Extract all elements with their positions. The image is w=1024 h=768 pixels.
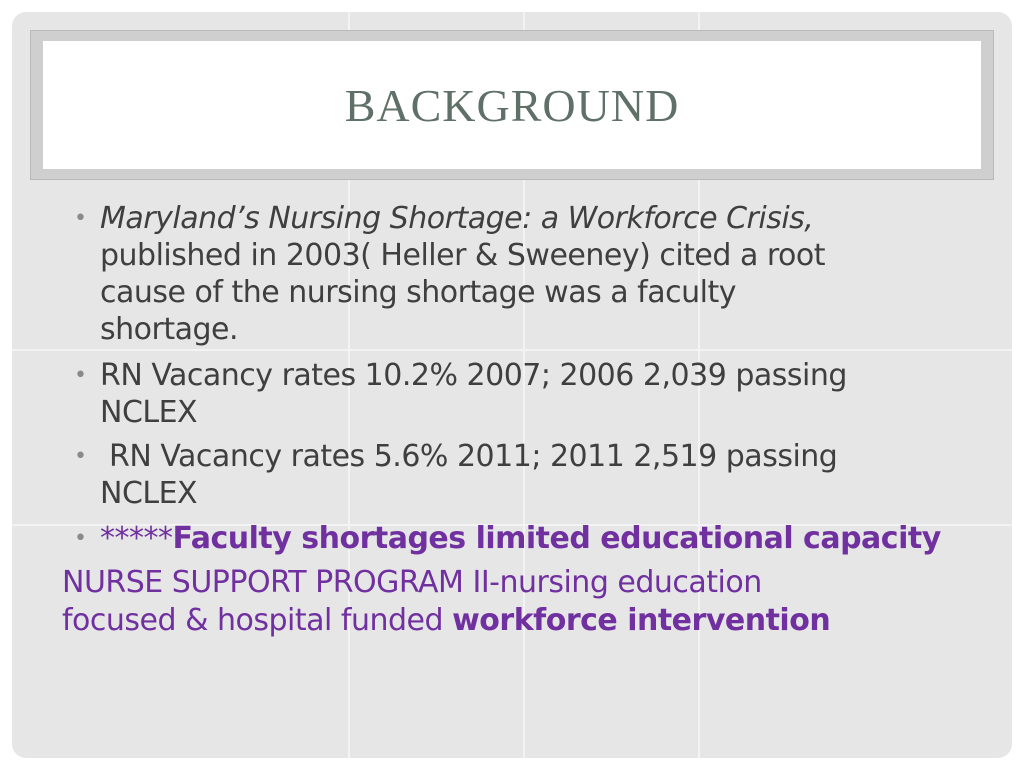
bullet-text-line: NCLEX: [100, 476, 198, 511]
bullet-text-line: published in 2003( Heller & Sweeney) cited a root: [100, 238, 826, 273]
bullet-item: [74, 520, 980, 557]
faculty-shortage-text: Faculty shortages limited educational capacity: [172, 521, 941, 556]
bullet-dot-icon: •: [74, 444, 87, 469]
stars-text: *****: [100, 521, 173, 556]
bullet-text-line: RN Vacancy rates 5.6% 2011; 2011 2,519 passing: [100, 439, 838, 474]
bullet-text-line: shortage.: [100, 312, 239, 347]
nsp-line: [62, 602, 982, 640]
slide-title: BACKGROUND: [344, 79, 680, 131]
bullet-item: [74, 438, 980, 512]
nsp-bold-text: workforce intervention: [452, 603, 831, 638]
slide: [12, 12, 1012, 758]
bullet-item: [74, 357, 980, 431]
content-body: [12, 12, 1012, 758]
report-title: Maryland’s Nursing Shortage: a Workforce Crisis,: [100, 201, 814, 236]
bullet-text-line: cause of the nursing shortage was a faculty: [100, 275, 736, 310]
bullet-dot-icon: •: [74, 526, 87, 551]
nsp-line: NURSE SUPPORT PROGRAM II-nursing education: [62, 565, 762, 600]
nsp-regular-text: focused & hospital funded: [62, 603, 453, 638]
bullet-item: [74, 200, 980, 348]
bullet-dot-icon: •: [74, 206, 87, 231]
bullet-text-line: RN Vacancy rates 10.2% 2007; 2006 2,039 passing: [100, 358, 847, 393]
bullet-text-line: NCLEX: [100, 395, 198, 430]
bullet-dot-icon: •: [74, 363, 87, 388]
